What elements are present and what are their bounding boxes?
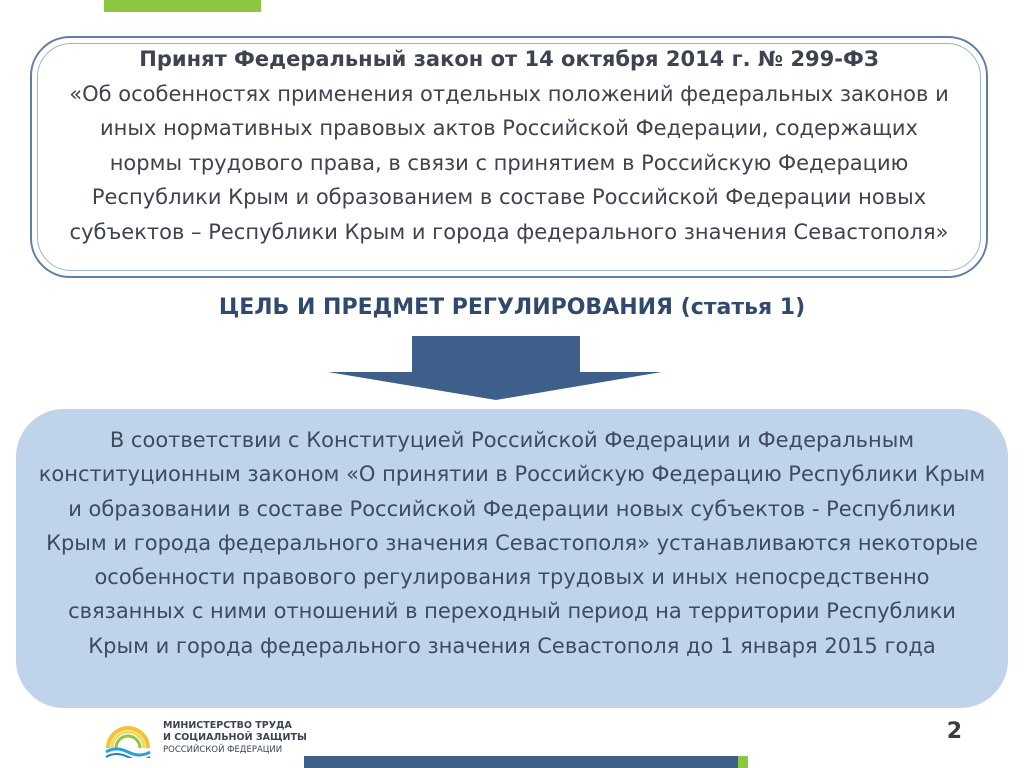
ministry-name-line3: РОССИЙСКОЙ ФЕДЕРАЦИИ: [163, 745, 283, 755]
top-accent-bar: [104, 0, 261, 12]
ministry-name-line2: И СОЦИАЛЬНОЙ ЗАЩИТЫ: [163, 732, 307, 743]
law-text: [62, 42, 956, 249]
law-info-box: [30, 36, 988, 278]
ministry-logo-icon: [104, 712, 152, 758]
law-title: Принят Федеральный закон от 14 октября 2014 г. № 299-ФЗ: [139, 47, 879, 71]
footer-bar-accent: [738, 756, 748, 768]
section-title: ЦЕЛЬ И ПРЕДМЕТ РЕГУЛИРОВАНИЯ (статья 1): [218, 295, 806, 320]
law-body: «Об особенностях применения отдельных положений федеральных законов и иных нормативных правовых актов Российской Федерации, содержащих нормы трудового права, в связи с принятием в Российскую Федерацию Республики Крым и образованием в составе Российской Федерации новых субъектов – Республики Крым и города федерального значения Севастополя»: [69, 81, 949, 244]
page-number: 2: [946, 719, 962, 744]
goal-text: В соответствии с Конституцией Российской Федерации и Федеральным конституционным законом «О принятии в Российскую Федерацию Республики Крым и образовании в составе Российской Федерации новых субъектов - Республики Крым и города федерального значения Севастополя» устанавливаются некоторые особенности правового регулирования трудовых и иных непосредственно связанных с ними отношений в переходный период на территории Республики Крым и города федерального значения Севастополя до 1 января 2015 года: [38, 428, 986, 658]
goal-box: [16, 409, 1008, 708]
down-arrow-icon: [320, 334, 664, 402]
footer-bar: [304, 756, 738, 768]
ministry-name-line1: МИНИСТЕРСТВО ТРУДА: [163, 720, 292, 731]
ministry-name: [163, 720, 307, 756]
